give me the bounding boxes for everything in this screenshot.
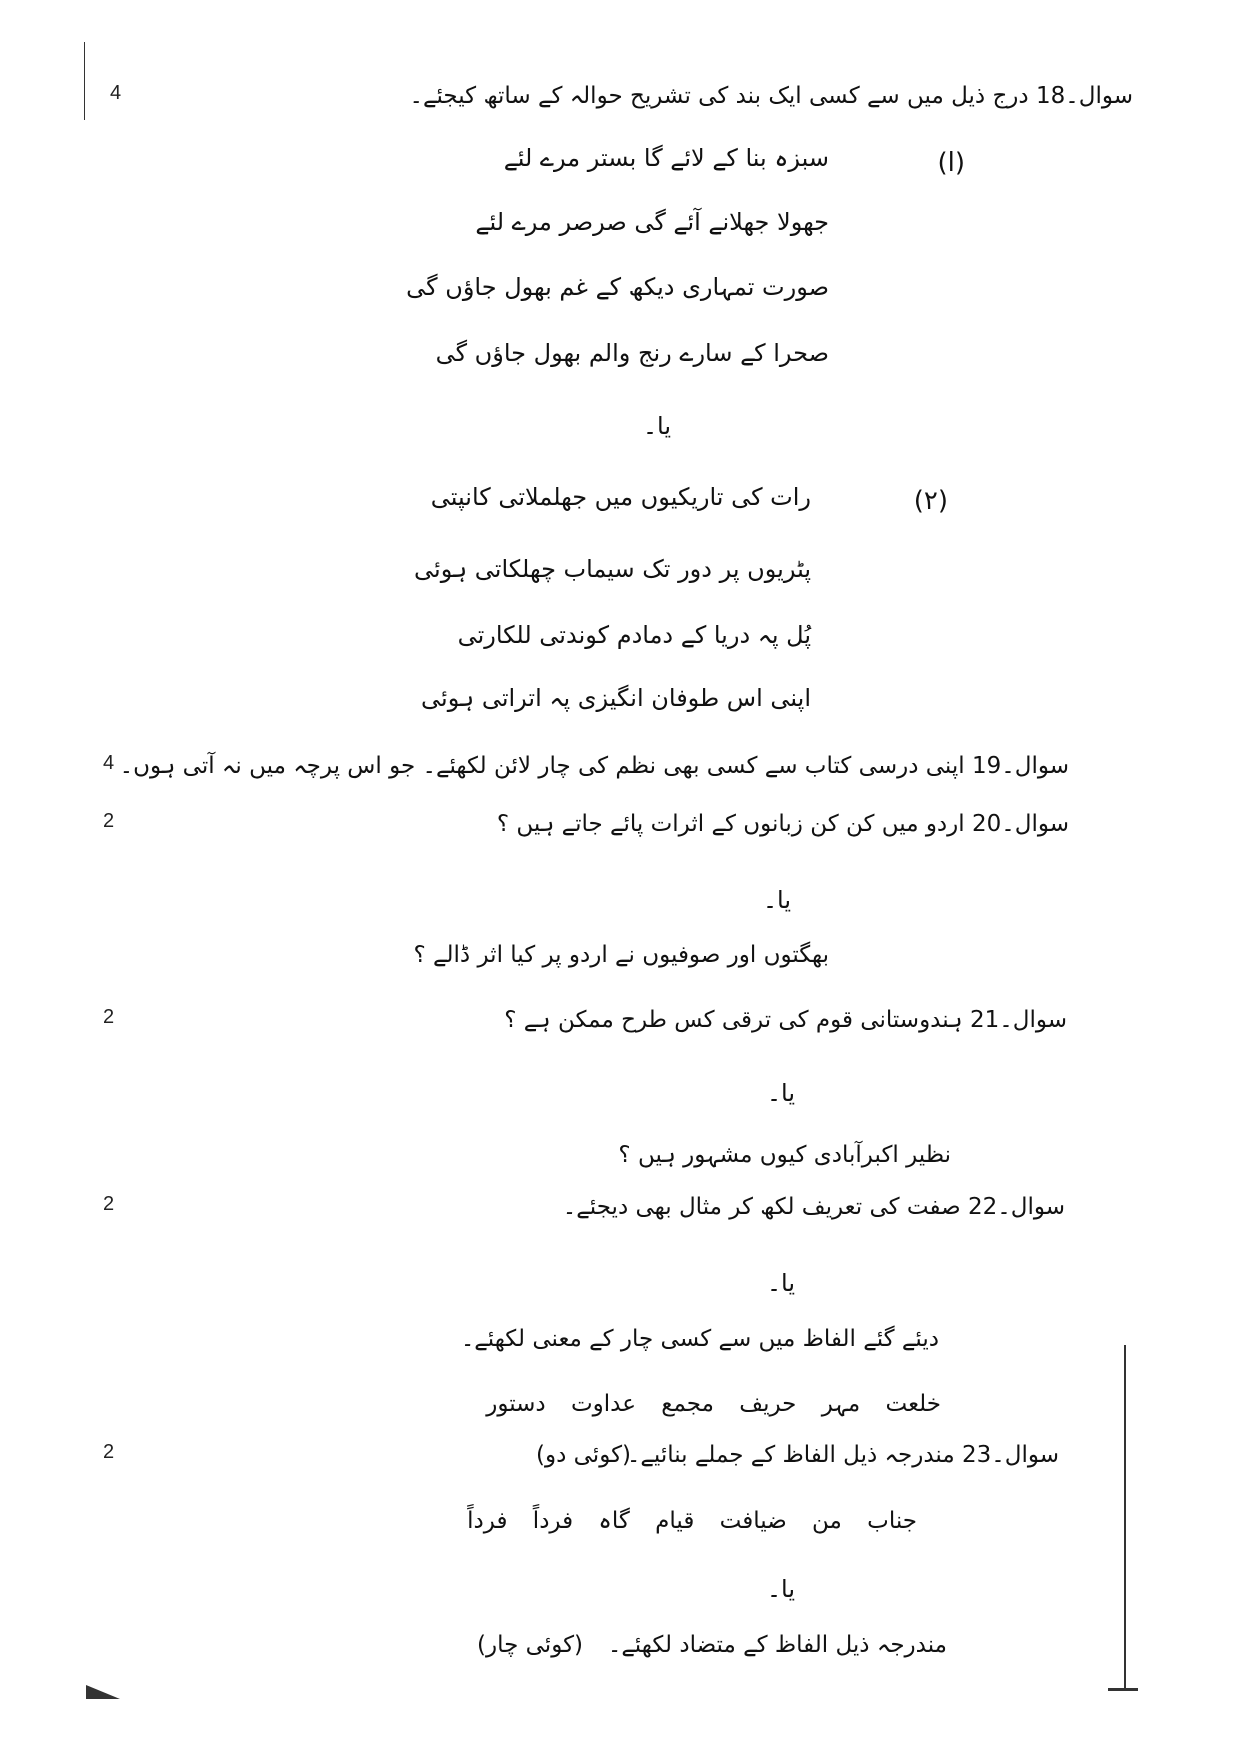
question-21: سوال۔21 ہندوستانی قوم کی ترقی کس طرح ممکن ہے ؟: [504, 1007, 1067, 1033]
q18-part2-line: پٹریوں پر دور تک سیماب چھلکاتی ہوئی: [414, 555, 811, 583]
marks-q20: 2: [103, 810, 115, 832]
q18-part1-line: جھولا جھلانے آئے گی صرصر مرے لئے: [475, 208, 829, 236]
q22-or: یا۔: [766, 1269, 795, 1297]
marks-q19: 4: [103, 752, 115, 774]
q23-or: یا۔: [766, 1575, 795, 1603]
q18-part2-line: اپنی اس طوفان انگیزی پہ اتراتی ہوئی: [421, 684, 811, 712]
right-margin-foot: [1108, 1688, 1138, 1691]
q22-words: خلعت مہر حریف مجمع عداوت دستور: [486, 1391, 941, 1417]
q20-alt: بھگتوں اور صوفیوں نے اردو پر کیا اثر ڈالے ؟: [413, 942, 829, 968]
question-19: سوال۔19 اپنی درسی کتاب سے کسی بھی نظم کی چار لائن لکھئے۔ جو اس پرچہ میں نہ آتی ہوں۔: [119, 753, 1069, 779]
q18-part2-label: (٢): [913, 486, 948, 516]
marks-q22: 2: [103, 1193, 115, 1215]
q18-part1-line: صورت تمہاری دیکھ کے غم بھول جاؤں گی: [406, 273, 829, 301]
q23-alt: مندرجہ ذیل الفاظ کے متضاد لکھئے۔: [607, 1632, 947, 1658]
question-18: سوال۔18 درج ذیل میں سے کسی ایک بند کی تشریح حوالہ کے ساتھ کیجئے۔: [409, 83, 1133, 109]
question-23: سوال۔23 مندرجہ ذیل الفاظ کے جملے بنائیے۔: [626, 1442, 1059, 1468]
right-margin-line: [1124, 1345, 1126, 1690]
q18-part2-line: پُل پہ دریا کے دمادم کوندتی للکارتی: [457, 621, 811, 649]
q23-choice: (کوئی دو): [535, 1442, 631, 1468]
q23-alt-choice: (کوئی چار): [477, 1632, 583, 1658]
q21-or: یا۔: [766, 1079, 795, 1107]
question-22: سوال۔22 صفت کی تعریف لکھ کر مثال بھی دیجئے۔: [562, 1194, 1065, 1220]
q23-words: جناب من ضیافت قیام گاہ فرداً فرداً: [467, 1508, 917, 1534]
question-20: سوال۔20 اردو میں کن کن زبانوں کے اثرات پائے جاتے ہیں ؟: [496, 811, 1069, 837]
q18-or: یا۔: [642, 412, 671, 440]
q21-alt: نظیر اکبرآبادی کیوں مشہور ہیں ؟: [618, 1142, 951, 1168]
left-margin-line: [84, 42, 85, 120]
marks-q23: 2: [103, 1441, 115, 1463]
q18-part1-line: صحرا کے سارے رنج والم بھول جاؤں گی: [435, 339, 829, 367]
q20-or: یا۔: [762, 886, 791, 914]
q18-part1-label: (ا): [937, 148, 965, 178]
corner-mark: [86, 1685, 120, 1699]
q22-alt: دیئے گئے الفاظ میں سے کسی چار کے معنی لکھئے۔: [460, 1326, 939, 1352]
q18-part1-line: سبزہ بنا کے لائے گا بستر مرے لئے: [503, 144, 829, 172]
q18-part2-line: رات کی تاریکیوں میں جھلملاتی کانپتی: [430, 483, 811, 511]
marks-q18: 4: [110, 82, 122, 104]
marks-q21: 2: [103, 1006, 115, 1028]
